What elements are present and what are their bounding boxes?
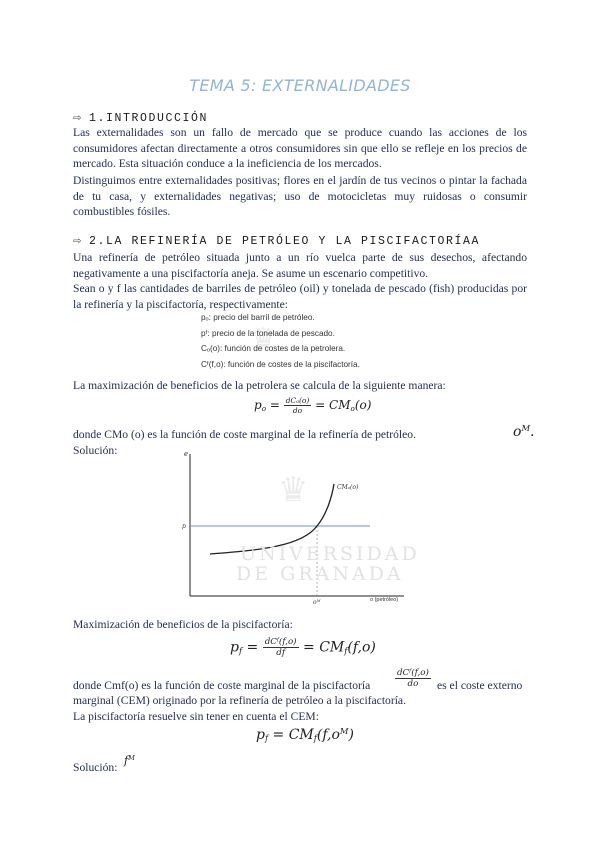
refinery-paragraph: Una refinería de petróleo situada junto a un río vuelca parte de sus desechos, afectando negativamente a una piscifactoría aneja. Se asume un escenario competitivo. [73, 251, 527, 280]
x-mark-label: oᴹ [313, 599, 321, 606]
watermark-line2: DE GRANADA [236, 563, 404, 585]
curve-label: CMₒ(o) [337, 484, 359, 491]
watermark-crest-top: ♛ [250, 322, 280, 357]
equation-fish: $p_f$ = $\frac{\text{dCᶠ(f,o)}}{df}$ = $CM_f(f,o)$ [230, 637, 376, 658]
x-axis-label: o (petróleo) [370, 597, 399, 603]
oil-max-paragraph: La maximización de beneficios de la petrolera se calcula de la siguiente manera: [73, 379, 446, 392]
definition-item: pᶠ: precio de la tonelada de pescado. [201, 328, 335, 338]
equation-fish-solution: $p_f = CM_f(f,o^M)$ [256, 726, 354, 744]
section-heading-text: 1.INTRODUCCIÓN [88, 112, 208, 125]
oil-marginal-paragraph: donde CMo (o) es la función de coste marginal de la refinería de petróleo. Solución: [73, 428, 416, 457]
eq-symbol: = CM [315, 398, 351, 412]
fish-marginal-paragraph-b-first: es el coste externo [437, 679, 523, 692]
eq-fraction: $\frac{\text{dCᶠ(f,o)}}{df}$ [264, 637, 297, 658]
arrow-icon: ⇨ [73, 236, 83, 247]
definitions-list [201, 310, 360, 372]
cem-fraction: $\frac{\text{dCᶠ(f,o)}}{do}$ [397, 668, 429, 689]
eq-fraction: $\frac{\text{dCₒ(o)}}{do}$ [285, 396, 310, 415]
watermark-line1: UNIVERSIDAD [240, 543, 420, 565]
fish-marginal-paragraph-b: marginal (CEM) originado por la refinería de petróleo a la piscifactoría. [73, 694, 406, 707]
solution-fish: $f^M$ [124, 754, 135, 767]
externalities-paragraph: Distinguimos entre externalidades positivas; flores en el jardín de tus vecinos o pintar la fachada de tu casa, y externalidades negativas; uso de motocicletas muy ruidosas o consumir combustibles fósiles. [73, 174, 527, 218]
fish-cem-paragraph: La piscifactoría resuelve sin tener en cuenta el CEM: [73, 710, 319, 723]
definition-item: Cₒ(o): función de costes de la petrolera. [201, 344, 346, 353]
section-heading-text: 2.LA REFINERÍA DE PETRÓLEO Y LA PISCIFACTORÍAA [88, 235, 481, 248]
eq-symbol: p [254, 398, 262, 412]
fish-max-paragraph: Maximización de beneficios de la piscifactoría: [73, 618, 293, 631]
page-title: TEMA 5: EXTERNALIDADES [189, 76, 411, 95]
solution-oil: $o^M$. [513, 423, 535, 441]
section-heading-refineria [73, 235, 480, 248]
intro-paragraph: Las externalidades son un fallo de mercado que se produce cuando las acciones de los consumidores afectan directamente a otros consumidores sin que ello se refleje en los precios de mercado. Esta situación conduce a la ineficiencia de los mercados. [73, 126, 527, 170]
definition-item: Cᶠ(f,o): función de costes de la piscifactoría. [201, 359, 360, 369]
watermark-crest: ♛ [278, 470, 312, 510]
y-axis-label: e [184, 450, 189, 458]
solution-label: Solución: [73, 761, 118, 774]
eq-symbol: (o) [354, 398, 372, 412]
section-heading-introduccion [73, 112, 208, 125]
eq-subscript: o [261, 403, 267, 413]
quantities-paragraph: Sean o y f las cantidades de barriles de petróleo (oil) y tonelada de pescado (fish) producidas por la refinería y la piscifactoría, respectivamente: [73, 282, 527, 311]
fish-marginal-paragraph-a: donde Cmf(o) es la función de coste marginal de la piscifactoría [73, 679, 371, 692]
definition-item: pₒ: precio del barril de petróleo. [201, 313, 315, 322]
eq-subscript: o [350, 403, 355, 413]
price-label: p [182, 523, 186, 530]
arrow-icon: ⇨ [73, 113, 83, 124]
equation-oil: $p_o$ = $\frac{\text{dCₒ(o)}}{do}$ = $CM_o(o)$ [254, 396, 372, 415]
